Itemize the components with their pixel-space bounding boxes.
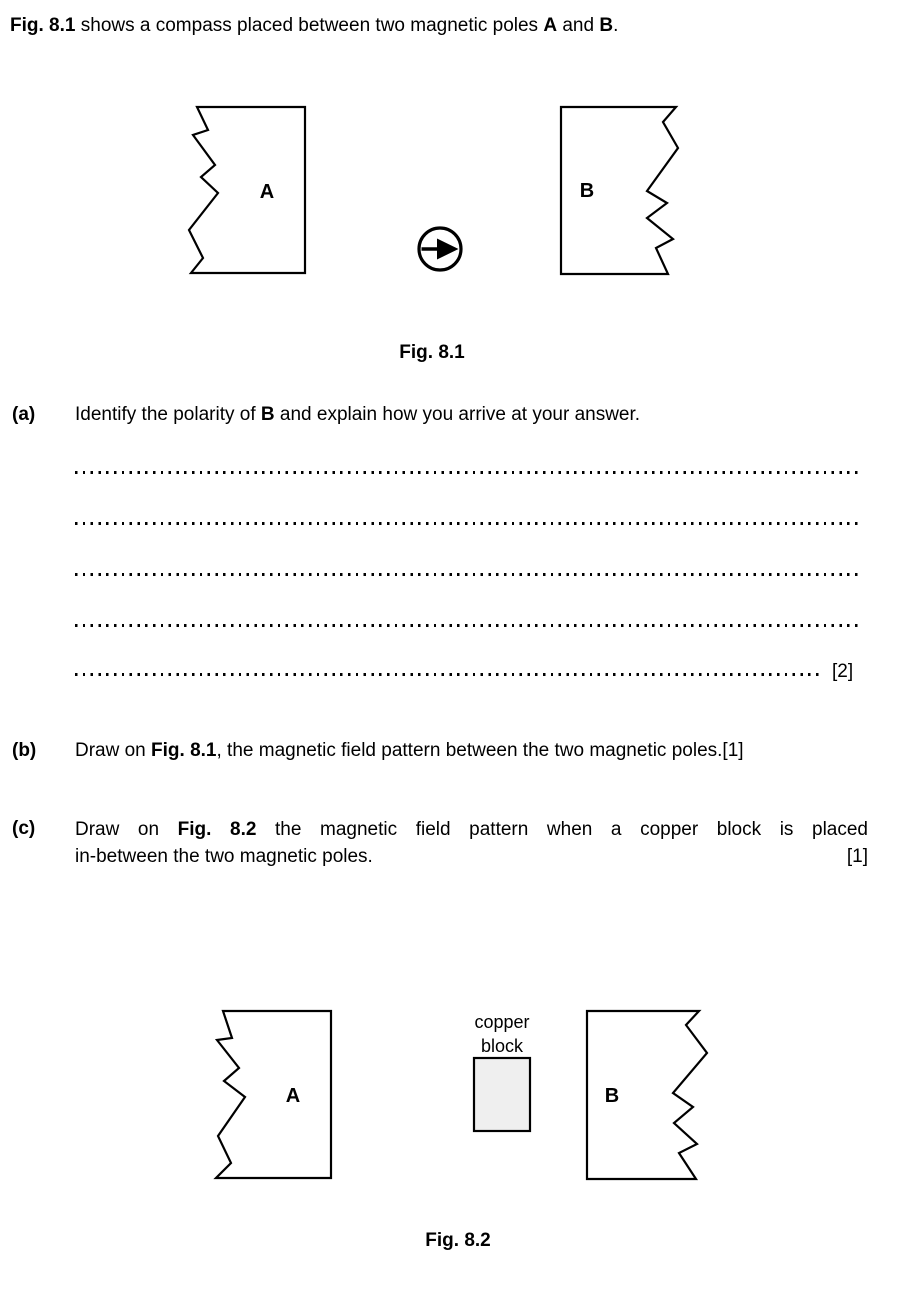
- copper-label-line1: copper: [474, 1012, 530, 1032]
- part-a-question: [75, 403, 640, 426]
- fig-8-1-caption: Fig. 8.1: [399, 342, 465, 363]
- fig-8-2-caption: Fig. 8.2: [425, 1230, 491, 1251]
- part-c-line2-text: in-between the two magnetic poles.: [75, 846, 373, 867]
- part-c-text-before: Draw on: [75, 819, 178, 840]
- intro-period: .: [613, 15, 619, 36]
- part-a-text-before: Identify the polarity of: [75, 404, 261, 425]
- part-a-label: (a): [12, 404, 36, 425]
- part-c-fig-ref: Fig. 8.2: [177, 819, 257, 840]
- fig2-pole-a-shape: [216, 1011, 331, 1178]
- answer-line-5[interactable]: [75, 673, 822, 676]
- part-b-text-after: , the magnetic field pattern between the two magnetic poles.: [216, 740, 723, 761]
- compass-icon: [419, 228, 461, 270]
- intro-conjunction: and: [557, 15, 600, 36]
- copper-label-line2: block: [480, 1036, 524, 1056]
- part-b-fig-ref: Fig. 8.1: [151, 740, 217, 761]
- intro-pole-b: B: [599, 15, 614, 36]
- fig1-pole-b-label: B: [579, 180, 595, 202]
- fig-8-2-diagram[interactable]: [0, 990, 910, 1205]
- question-intro: [10, 14, 618, 37]
- part-b-label: (b): [12, 740, 37, 761]
- part-a-pole-b: B: [260, 404, 275, 425]
- copper-block: [474, 1058, 530, 1131]
- fig1-pole-a-shape: [189, 107, 305, 273]
- fig2-pole-b-label: B: [604, 1085, 620, 1107]
- part-c-marks: [1]: [846, 846, 868, 867]
- part-b-marks: [1]: [722, 740, 744, 761]
- fig1-pole-b-shape: [561, 107, 678, 274]
- fig2-pole-a-label: A: [285, 1085, 301, 1107]
- fig-8-1-diagram[interactable]: [0, 85, 910, 305]
- part-c-label: (c): [12, 818, 36, 839]
- part-c-question: [75, 816, 868, 870]
- intro-fig-ref: Fig. 8.1: [10, 15, 76, 36]
- part-c-line1: [75, 816, 868, 843]
- part-c-line2: [75, 843, 868, 870]
- answer-line-4[interactable]: [75, 624, 863, 627]
- part-a-marks: [2]: [832, 661, 854, 682]
- part-c-text-after: the magnetic field pattern when a copper block is placed: [256, 819, 869, 840]
- answer-line-1[interactable]: [75, 471, 863, 474]
- intro-pole-a: A: [543, 15, 558, 36]
- part-b-text-before: Draw on: [75, 740, 152, 761]
- intro-text: shows a compass placed between two magnetic poles: [75, 15, 544, 36]
- answer-line-2[interactable]: [75, 522, 863, 525]
- fig1-pole-a-label: A: [259, 181, 275, 203]
- part-a-text-after: and explain how you arrive at your answer.: [274, 404, 641, 425]
- answer-line-3[interactable]: [75, 573, 863, 576]
- part-b-question: [75, 739, 744, 762]
